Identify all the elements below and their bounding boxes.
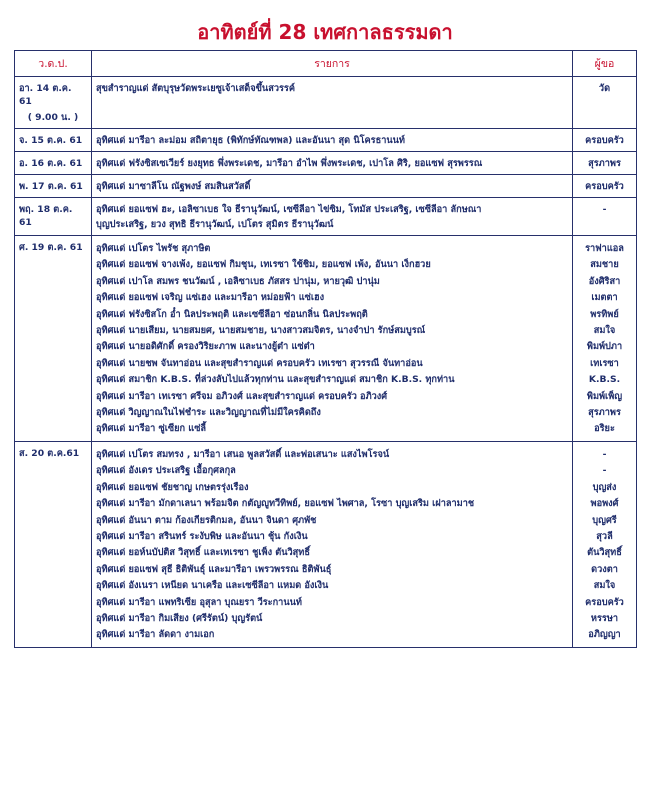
intention-line: อุทิศแด่ นายอดิศักดิ์ ครองวิริยะภาพ และนางยู้ต๋า แซ่ต๋า	[96, 341, 315, 353]
requester-name: เทเรซา	[590, 357, 619, 369]
header-items: รายการ	[92, 51, 573, 77]
requester-name: -	[602, 204, 607, 215]
row-requesters	[573, 175, 637, 198]
intention-line: อุทิศแด่ อันนา ตาม ก้องเกียรติกมล, อันนา จินดา ศุภพัช	[96, 514, 317, 526]
intention-line: อุทิศแด่ ฟรังซิสโก อ๋ำ นิลประพฤติ และเซซีลีอา ซ่อนกลิ่น นิลประพฤติ	[96, 308, 368, 320]
intention-line: อุทิศแด่ มารีอา ละม่อม สถิตายุธ (พิทักษ์ทัณฑพล) และอันนา สุด นิโครธานนท์	[96, 135, 405, 146]
table-row	[15, 152, 637, 175]
requester-name: บุญศรี	[592, 514, 617, 526]
table-row	[15, 129, 637, 152]
intention-line: อุทิศแด่ นายชพ จันทาอ่อน และสุขสำราญแด่ ครอบครัว เทเรซา สุวรรณี จันทาอ่อน	[96, 357, 423, 369]
requester-name: วัด	[598, 83, 611, 94]
date-text: ส. 20 ต.ค.61	[19, 447, 80, 459]
requester-name: K.B.S.	[588, 374, 621, 386]
requester-name: ราฟาแอล	[585, 243, 624, 254]
row-requesters	[573, 198, 637, 236]
intention-line: อุทิศแด่ มารีอา เทเรซา ศรีจม อภิวงศ์ และสุขสำราญแด่ ครอบครัว อภิวงศ์	[96, 390, 388, 402]
row-items	[92, 152, 573, 175]
intention-line: อุทิศแด่ เปโตร สมทรง , มารีอา เสนอ พูลสวัสดิ์ และพ่อเสนาะ แสงไพโรจน์	[96, 448, 390, 460]
requester-name: ครอบครัว	[585, 596, 624, 608]
requester-name: -	[602, 465, 607, 477]
table-row	[15, 77, 637, 129]
intention-line: อุทิศแด่ ฟรังซิสเซเวียร์ ยงยุทธ พึ่งพระเดช, มารีอา อำไพ พึ่งพระเดช, เปาโล ศิริ, ยอแซฟ สุรพรรณ	[96, 158, 483, 169]
requester-name: พิมพ์ปภา	[586, 341, 623, 353]
intention-line: อุทิศแด่ มารีอา ลัดดา งามเอก	[96, 629, 215, 641]
requester-name: สุวลี	[596, 530, 613, 542]
intention-line: อุทิศแด่ ยอแซฟ จางเพ้ง, ยอแซฟ กิมชุน, เทเรซา ใช้ชิม, ยอแซฟ เพ้ง, อันนา เง็กฮวย	[96, 259, 431, 271]
row-items	[92, 175, 573, 198]
requester-name: ดวงตา	[591, 563, 618, 575]
intention-line: อุทิศแด่ วิญญาณในไฟชำระ และวิญญาณที่ไม่มีใครคิดถึง	[96, 407, 321, 419]
intention-line: อุทิศแด่ ยอแซฟ เจริญ แซ่เฮง และมารีอา หม่อยฟ้า แซ่เฮง	[96, 292, 325, 304]
row-requesters	[573, 129, 637, 152]
requester-name: พอพงศ์	[590, 498, 619, 510]
intention-line: อุทิศแด่ นายเสียม, นายสมยศ, นายสมชาย, นางสาวสมจิตร, นางจำปา รักษ์สมบูรณ์	[96, 325, 426, 337]
requester-name: ครอบครัว	[585, 181, 624, 192]
row-date	[15, 236, 92, 442]
row-date	[15, 129, 92, 152]
intention-line: อุทิศแด่ สมาชิก K.B.S. ที่ล่วงลับไปแล้วทุกท่าน และสุขสำราญแด่ สมาชิก K.B.S. ทุกท่าน	[96, 374, 455, 386]
requester-name: ครอบครัว	[585, 135, 624, 146]
intention-line: อุทิศแด่ มาซาลีโน ณัฐพงษ์ สมสินสวัสดิ์	[96, 181, 251, 192]
requester-name: สมใจ	[593, 580, 616, 592]
date-text: อ. 16 ต.ค. 61	[19, 158, 83, 169]
row-date	[15, 77, 92, 129]
intention-line: อุทิศแด่ มารีอา สรินทร์ ระงับพิษ และอันนา ชุ้น กังเงิน	[96, 530, 308, 542]
intention-line: อุทิศแด่ อังเดร ประเสริฐ เอื้อกุศลกุล	[96, 465, 236, 477]
requester-name: สมชาย	[590, 259, 619, 271]
requester-name: พรทิพย์	[590, 308, 619, 320]
requester-name: อังศิริสา	[588, 275, 621, 287]
row-items	[92, 198, 573, 236]
row-requesters	[573, 441, 637, 647]
requester-name: เมตตา	[591, 292, 618, 304]
table-header-row	[15, 51, 637, 77]
row-date	[15, 441, 92, 647]
row-items	[92, 129, 573, 152]
date-text: อา. 14 ต.ค. 61	[19, 83, 72, 107]
header-requester: ผู้ขอ	[573, 51, 637, 77]
intention-line: อุทิศแด่ เปโตร ไพรัช สุภาษิต	[96, 243, 211, 254]
intention-line: อุทิศแด่ ยอห์นบัปติส วิสุทธิ์ และเทเรซา ชูเพ็ง ตันวิสุทธิ์	[96, 547, 310, 559]
table-row	[15, 198, 637, 236]
row-items	[92, 77, 573, 129]
date-text: ศ. 19 ต.ค. 61	[19, 242, 83, 253]
date-time-text: ( 9.00 น. )	[27, 112, 79, 123]
date-text: พ. 17 ต.ค. 61	[19, 181, 83, 192]
intention-line: อุทิศแด่ ยอแซฟ ฮะ, เอลิซาเบธ ใจ ธีรานุวัฒน์, เซซีลีอา ไข่ซิม, โทมัส ประเสริฐ, เซซีลีอา ลักษณา	[96, 204, 482, 215]
table-row	[15, 175, 637, 198]
intention-line: อุทิศแด่ มารีอา กิมเสียง (ศรีรัตน์) บุญรัตน์	[96, 612, 263, 624]
header-date: ว.ด.ป.	[15, 51, 92, 77]
intention-line: สุขสำราญแด่ สัตบุรุษวัดพระเยซูเจ้าเสด็จขึ้นสวรรค์	[96, 83, 295, 94]
intention-line: อุทิศแด่ มารีอา มักดาเลนา พร้อมจิต กตัญญูทวีทิพย์, ยอแซฟ ไพศาล, โรซา บุญเสริม เผ่าลามาช	[96, 498, 475, 510]
intention-line: อุทิศแด่ มารีอา แพทริเซีย อุสุลา บุณยรา วีระกานนท์	[96, 596, 302, 608]
requester-name: สุรภาพร	[588, 407, 621, 419]
requester-name: -	[602, 448, 607, 460]
intention-line: บุญประเสริฐ, ยวง สุทธิ ธีรานุวัฒน์, เปโตร สุมิตร ธีรานุวัฒน์	[96, 219, 334, 230]
requester-name: สมใจ	[593, 325, 616, 337]
intention-line: อุทิศแด่ ยอแซฟ สุธี ธิติพันธุ์ และมารีอา เพรวพรรณ ธิติพันธุ์	[96, 563, 332, 575]
row-requesters	[573, 152, 637, 175]
row-items	[92, 441, 573, 647]
table-row	[15, 236, 637, 442]
intention-line: อุทิศแด่ มารีอา ซู่เซียก แซ่ลี้	[96, 423, 207, 435]
row-items	[92, 236, 573, 442]
table-row	[15, 441, 637, 647]
requester-name: พิมพ์เพ็ญ	[586, 390, 623, 402]
requester-name: สุรภาพร	[588, 158, 621, 169]
date-text: จ. 15 ต.ค. 61	[19, 135, 83, 146]
row-requesters	[573, 77, 637, 129]
row-date	[15, 175, 92, 198]
row-date	[15, 152, 92, 175]
requester-name: หรรษา	[590, 612, 619, 624]
mass-intention-table	[14, 50, 637, 648]
requester-name: บุญส่ง	[592, 481, 617, 493]
row-date	[15, 198, 92, 236]
page-title: อาทิตย์ที่ 28 เทศกาลธรรมดา	[197, 20, 453, 44]
requester-name: อริยะ	[594, 423, 615, 435]
row-requesters	[573, 236, 637, 442]
intention-line: อุทิศแด่ อังเนรา เหนียด นาเครือ และเซซีลีอา แหมด อังเงิน	[96, 580, 329, 592]
requester-name: ตันวิสุทธิ์	[587, 547, 622, 559]
date-text: พฤ. 18 ต.ค. 61	[19, 204, 73, 228]
intention-line: อุทิศแด่ ยอแซฟ ชัยชาญ เกษตรรุ่งเรือง	[96, 481, 249, 493]
requester-name: อภิญญา	[588, 629, 621, 641]
intention-line: อุทิศแด่ เปาโล สมพร ชนวัฒน์ , เอลิซาเบธ ภัสสร ปานุ่ม, หายวุฒิ ปานุ่ม	[96, 275, 380, 287]
